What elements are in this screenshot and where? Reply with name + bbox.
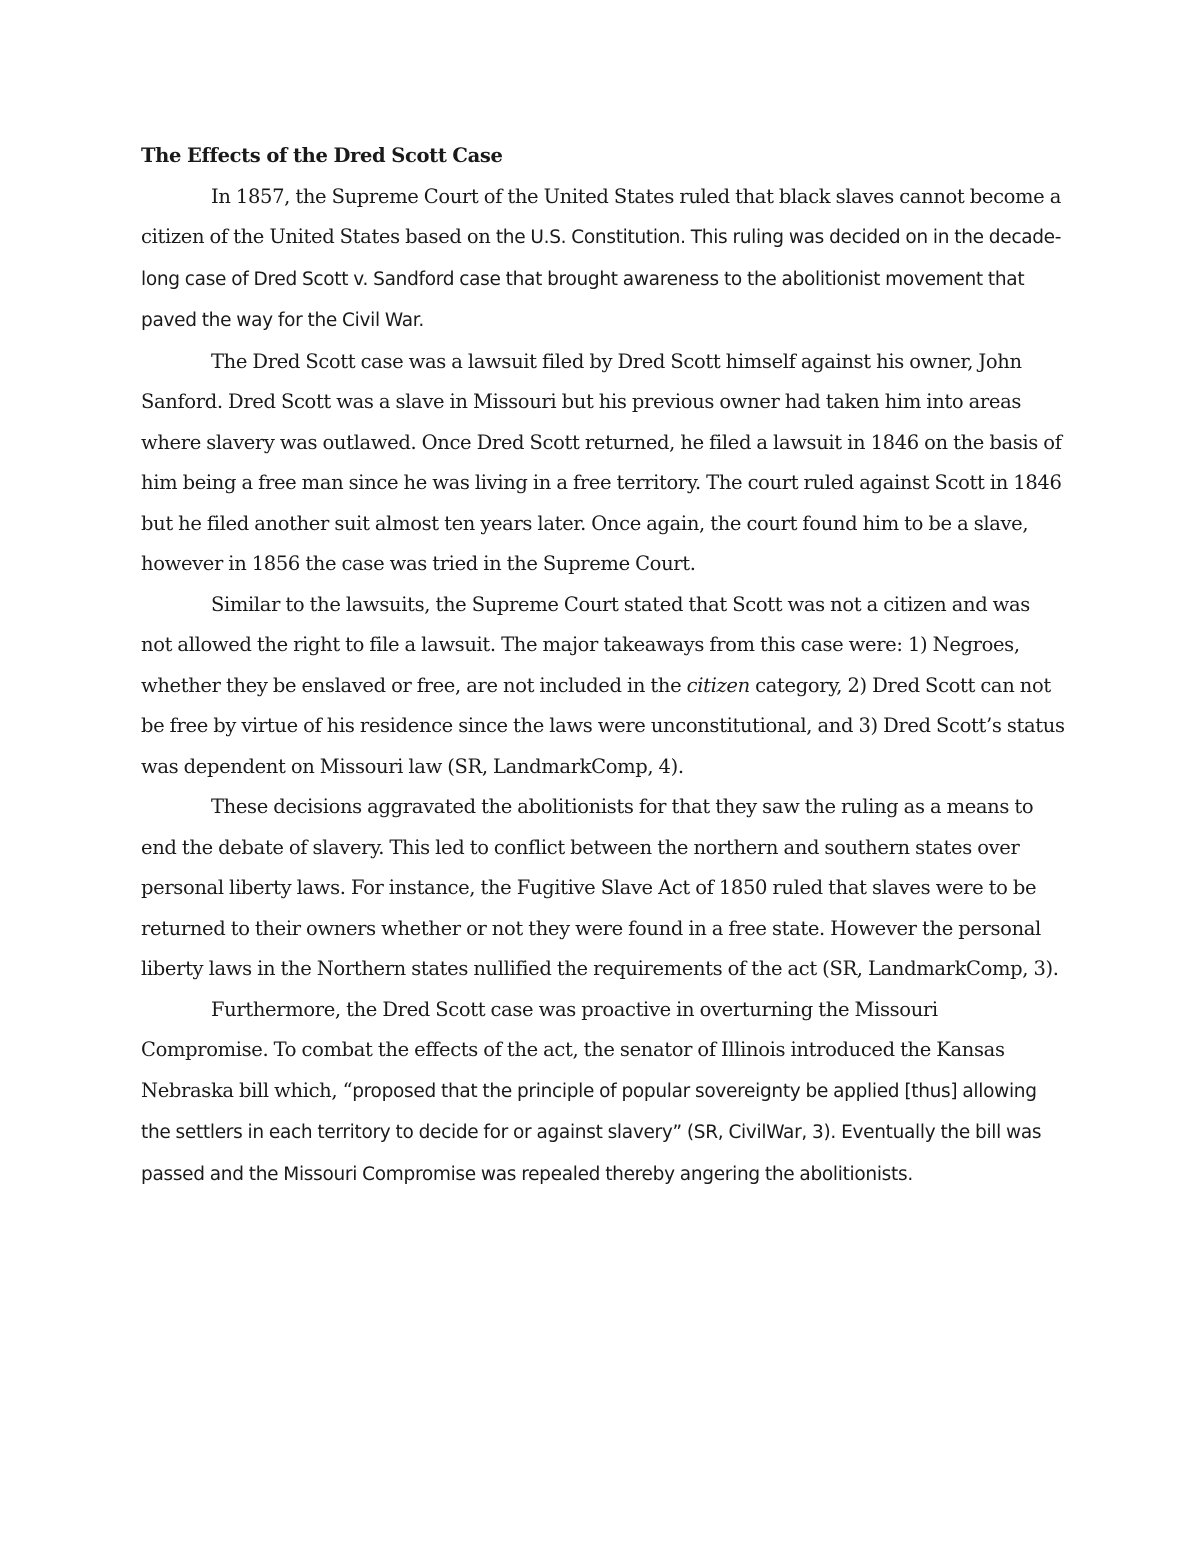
- paragraph-2: The Dred Scott case was a lawsuit filed by Dred Scott himself against his owner, John Sanford. Dred Scott was a slave in Missouri but his previous owner had taken him into areas where slavery was outlawed. Once Dred Scott returned, he filed a lawsuit in 1846 on the basis of him being a free man since he was living in a free territory. The court ruled against Scott in 1846 but he filed another suit almost ten years later. Once again, the court found him to be a slave, however in 1856 the case was tried in the Supreme Court.: [141, 349, 1062, 575]
- paragraph-5: [141, 990, 1066, 1196]
- paragraph-3-text-b: category, 2) Dred Scott can not be free by virtue of his residence since the laws were unconstitutional, and 3) Dred Scott’s status was dependent on Missouri law (SR, LandmarkComp, 4).: [141, 673, 1065, 778]
- paragraph-3: [141, 585, 1066, 788]
- paragraph-5-text-a: Furthermore, the Dred Scott case was proactive in overturning the Missouri Compromise. To combat the effects of the act, the senator of Illinois introduced the Kansas Nebraska bill which, “: [141, 997, 1005, 1102]
- document-body: [141, 136, 1066, 1195]
- paragraph-3-text-a: Similar to the lawsuits, the Supreme Court stated that Scott was not a citizen and was not allowed the right to file a lawsuit. The major takeaways from this case were: 1) Negroes, whether they be enslaved or free, are not included in the: [141, 592, 1030, 697]
- paragraph-1-text-constitution: the U.S. Constitution: [495, 227, 681, 248]
- paragraph-3-text-citizen: citizen: [686, 673, 750, 697]
- document-title: The Effects of the Dred Scott Case: [141, 144, 503, 167]
- paragraph-4: These decisions aggravated the abolitionists for that they saw the ruling as a means to end the debate of slavery. This led to conflict between the northern and southern states over personal liberty laws. For instance, the Fugitive Slave Act of 1850 ruled that slaves were to be returned to their owners whether or not they were found in a free state. However the personal liberty laws in the Northern states nullified the requirements of the act (SR, LandmarkComp, 3).: [141, 795, 1059, 980]
- paragraph-1-text-b: . This ruling was decided on in the decade-long case of Dred Scott v. Sandford case that brought awareness to the abolitionist movement that paved the way for the Civil War.: [141, 227, 1062, 331]
- paragraph-1: [141, 177, 1066, 342]
- paragraph-1-text-a: In 1857, the Supreme Court of the United States ruled that black slaves cannot become a citizen of the United States based on: [141, 184, 1061, 248]
- paragraph-5-quote: proposed that the principle of popular sovereignty be applied [thus] allowing the settlers in each territory to decide for or against slavery” (SR, CivilWar, 3). Eventually the bill was passed and the Missouri Compromise was repealed thereby angering the abolitionists.: [141, 1080, 1042, 1185]
